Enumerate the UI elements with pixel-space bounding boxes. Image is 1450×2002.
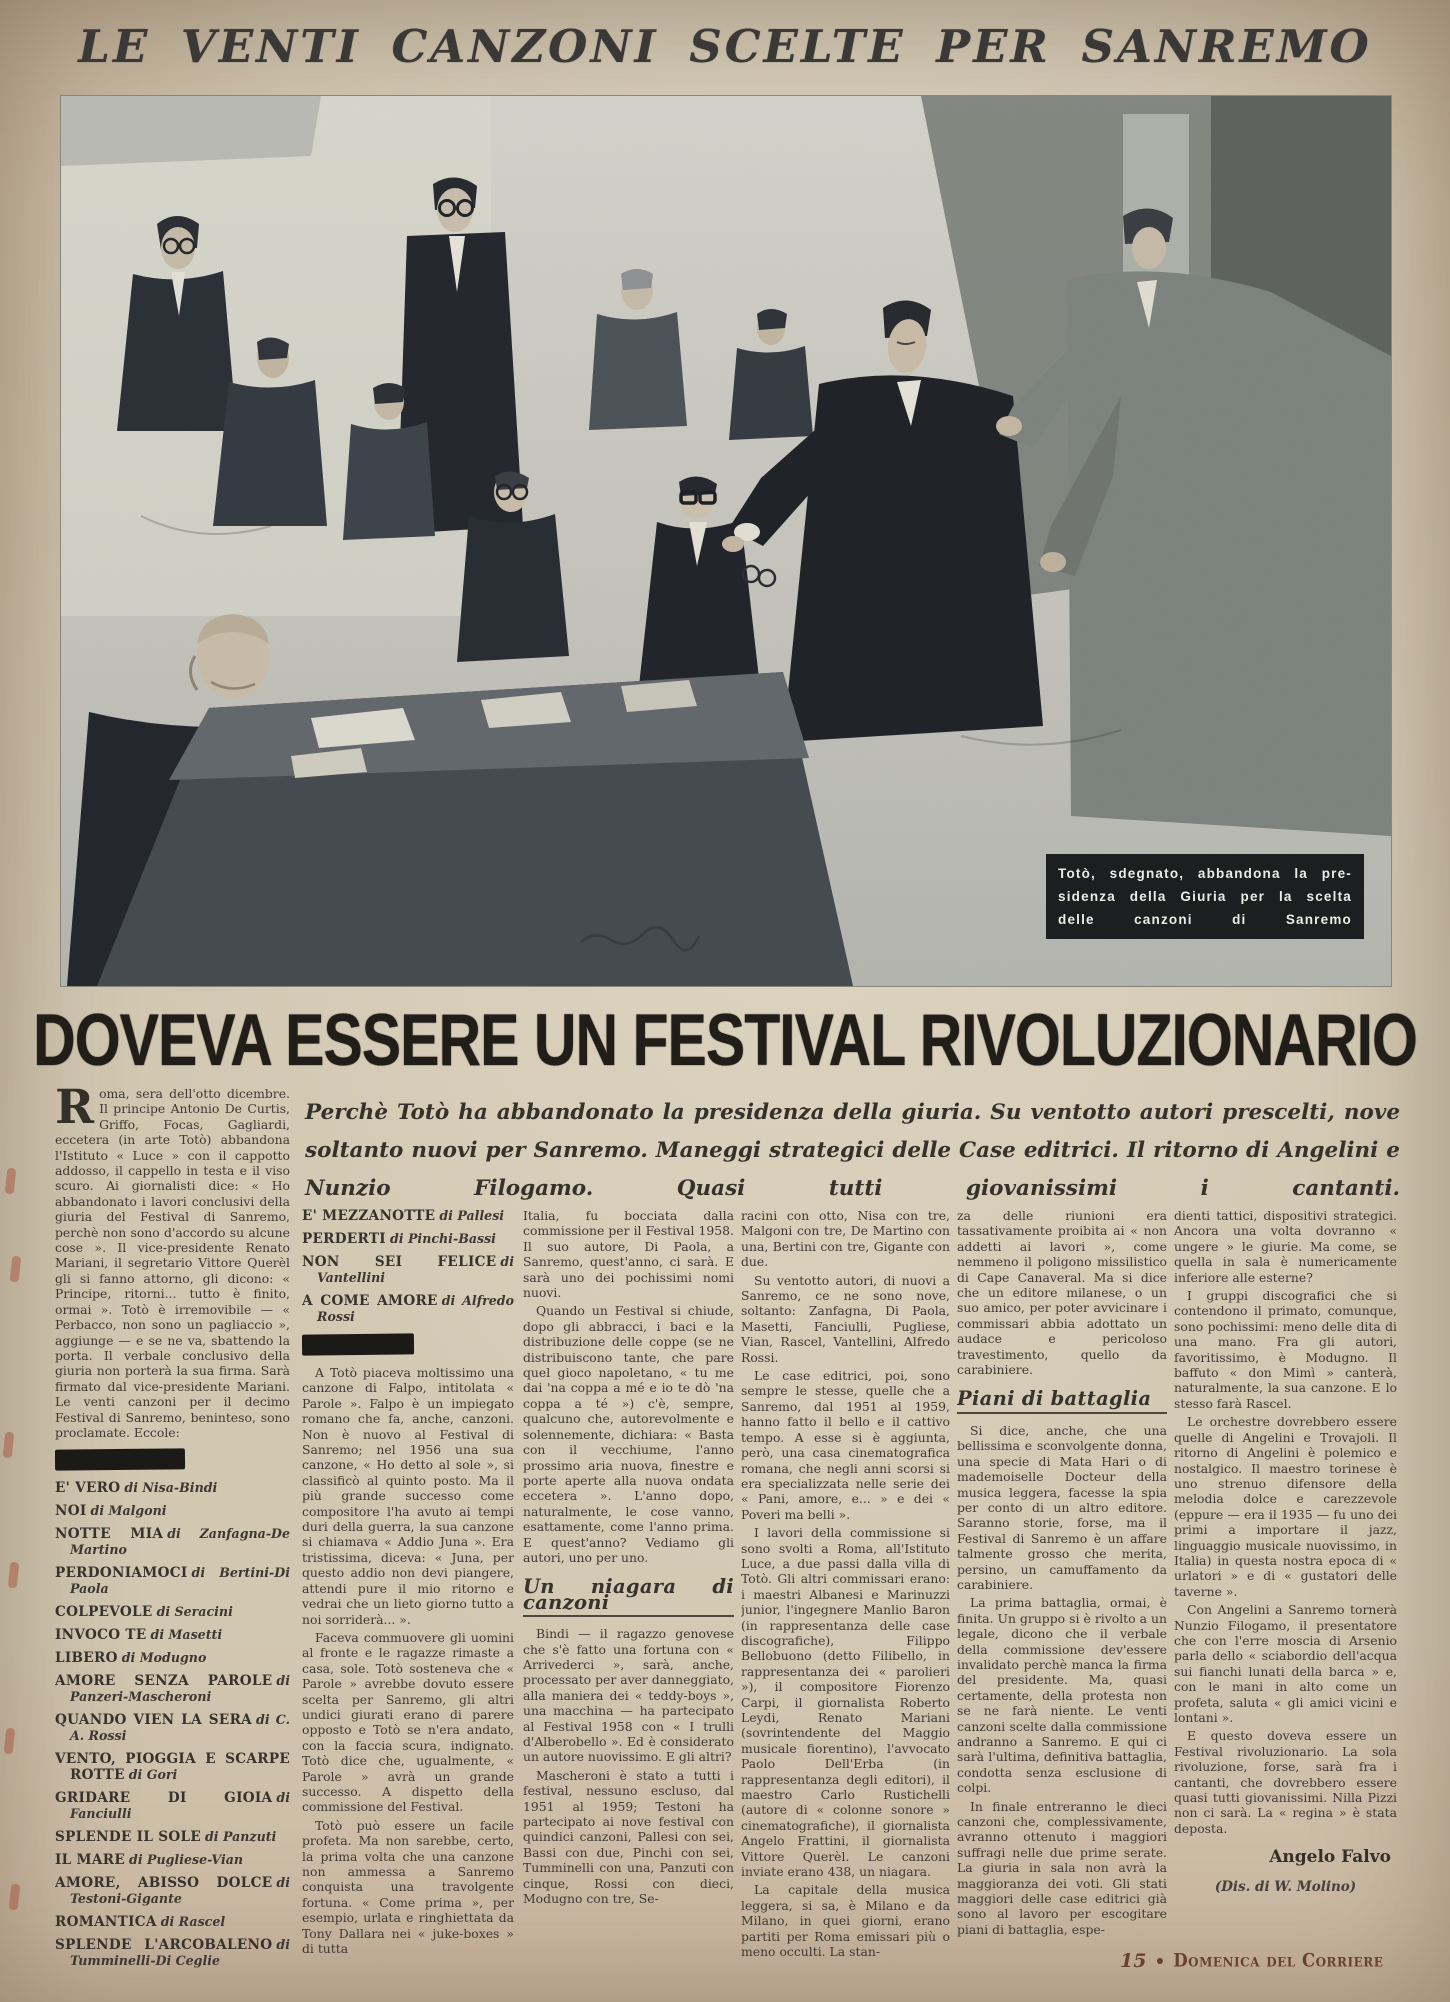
song-title: NON SEI FELICE xyxy=(302,1254,497,1270)
song-author: di Testoni-Gigante xyxy=(70,1875,290,1907)
song-author: di Malgoni xyxy=(90,1503,167,1519)
song-item xyxy=(55,1829,290,1845)
song-author: di Bertini-Di Paola xyxy=(70,1565,290,1597)
song-item xyxy=(55,1503,290,1519)
illustration-drawing xyxy=(61,96,1391,986)
body-paragraph: Con Angelini a Sanremo tornerà Nunzio Filogamo, il presentatore che con l'erre moscia di Arsenio parla dello « sciabordio dell'acqua sui fianchi lunati della barca » e, con le mani in alto come un profeta, saluta « gli amici vicini e lontani ». xyxy=(1174,1602,1397,1725)
song-item xyxy=(55,1751,290,1783)
song-author: di Alfredo Rossi xyxy=(317,1293,514,1324)
song-item xyxy=(55,1480,290,1496)
song-title: E' VERO xyxy=(55,1480,121,1497)
body-paragraph: Totò può essere un facile profeta. Ma non sarebbe, certo, la prima volta che una canzone non ammessa a Sanremo conquista una travolgente fortuna. « Come prima », per esempio, urlata e ringhiettata da Tony Dallara nei « juke-boxes » di tutta xyxy=(302,1817,514,1957)
song-item xyxy=(55,1650,290,1666)
song-list-1 xyxy=(55,1480,290,1969)
song-title: AMORE, ABISSO DOLCE xyxy=(55,1875,273,1892)
body-paragraph: In finale entreranno le dieci canzoni che, complessivamente, avranno ottenuto i maggiori suffragi nelle due prime serate. La giuria in sala non avrà la maggioranza dei voti. Gli stati maggiori delle case editrici già sono al lavoro per escogitare piani di battaglia, espe- xyxy=(957,1798,1167,1937)
column-3 xyxy=(523,1208,734,2000)
song-author: di Tumminelli-Di Ceglie xyxy=(70,1937,290,1969)
body-paragraph: Italia, fu bocciata dalla commissione per il Festival 1958. Il suo autore, Di Paola, a Sanremo, quest'anno, ci sarà. E sarà uno dei pochissimi nomi nuovi. xyxy=(523,1208,734,1301)
caption-line: sidenza della Giuria per la scelta xyxy=(1058,889,1352,904)
margin-mark xyxy=(8,1562,20,1589)
masthead-title: LE VENTI CANZONI SCELTE PER SANREMO xyxy=(78,20,1372,73)
song-title: COLPEVOLE xyxy=(55,1604,153,1621)
body-paragraph: za delle riunioni era tassativamente proibita ai « non addetti ai lavori », come nemmeno il poligono missilistico di Cape Canaveral. Ma si dice che un editore milanese, o un suo amico, per poter avvicinare i commissari abbia adottato un audace e pericoloso travestimento, quello da carabiniere. xyxy=(957,1208,1167,1378)
publication-logotype: Domenica del Corriere xyxy=(1173,1949,1384,1971)
song-author: di Masetti xyxy=(150,1627,223,1643)
margin-mark xyxy=(5,1168,17,1195)
body-paragraph: Faceva commuovere gli uomini al fronte e le ragazze rimaste a casa, sole. Totò sosteneva che « Parole » avrebbe dovuto essere scelta per Sanremo, gli altri undici giurati erano di parere opposto e Totò se n'era andato, con la faccia scura, indignato. Totò dice che, ugualmente, « Parole » avrà un grande successo. A dispetto della commissione del Festival. xyxy=(302,1629,514,1815)
song-title: QUANDO VIEN LA SERA xyxy=(55,1712,253,1729)
margin-mark xyxy=(3,1432,15,1459)
song-item xyxy=(55,1712,290,1744)
song-author: di Modugno xyxy=(121,1650,207,1666)
song-title: NOTTE MIA xyxy=(55,1526,164,1543)
song-list-2 xyxy=(302,1208,514,1325)
song-item xyxy=(55,1604,290,1620)
song-item xyxy=(302,1208,514,1224)
column-1 xyxy=(55,1086,290,1998)
body-paragraph: Bindi — il ragazzo genovese che s'è fatto una fortuna con « Arrivederci », sarà, anche, processato per aver danneggiato, alla maniera dei « teddy-boys », una macchina — ha partecipato al Festival 1958 con « I trulli d'Alberobello ». Ed è considerato un autore nuovissimo. E gli altri? xyxy=(523,1626,734,1765)
song-author: di Rascel xyxy=(160,1914,226,1930)
margin-mark xyxy=(9,1884,21,1911)
main-headline: DOVEVA ESSERE UN FESTIVAL RIVOLUZIONARIO xyxy=(33,999,1417,1081)
inked-redaction-bar xyxy=(55,1449,185,1471)
song-title: PERDERTI xyxy=(302,1231,386,1247)
song-title: AMORE SENZA PAROLE xyxy=(55,1673,273,1690)
song-item xyxy=(55,1937,290,1969)
body-paragraph: Si dice, anche, che una bellissima e sconvolgente donna, una specie di Mata Hari o di mademoiselle Docteur della musica leggera, facesse la spia per conto di un altro editore. Saranno storie, forse, ma il Festival di Sanremo è un affare talmente grosso che merita, persino, un camuffamento da carabiniere. xyxy=(957,1422,1167,1592)
song-title: GRIDARE DI GIOIA xyxy=(55,1790,273,1807)
song-author: di Panzuti xyxy=(205,1829,277,1845)
column-4 xyxy=(741,1208,950,2000)
song-title: SPLENDE L'ARCOBALENO xyxy=(55,1937,273,1954)
body-paragraph: racini con otto, Nisa con tre, Malgoni con tre, De Martino con una, Bertini con tre, Gigante con due. xyxy=(741,1208,950,1270)
body-paragraph: Su ventotto autori, di nuovi a Sanremo, ce ne sono nove, soltanto: Zanfagna, Di Paola, Masetti, Fanciulli, Pugliese, Vian, Rascel, Vantellini, Alfredo Rossi. xyxy=(741,1272,950,1365)
song-item xyxy=(55,1565,290,1597)
drop-cap: R xyxy=(55,1086,95,1135)
body-paragraph: Le case editrici, poi, sono sempre le stesse, quelle che a Sanremo, dal 1951 al 1959, hanno fatto il bello e il cattivo tempo. A esse si è aggiunta, però, una casa cinematografica romana, che negli anni scorsi si era specializzata nelle serie dei « Pani, amore, e... » e dei « Poveri ma belli ». xyxy=(741,1368,950,1522)
body-paragraph: Quando un Festival si chiude, dopo gli abbracci, i baci e la distribuzione delle coppe (se ne distribuiscono tante, che pare quel gioco napoletano, « tu me dai 'na coppa a mé e io te dò 'na coppa a té ») c'è, sempre, qualcuno che, autorevolmente e solennemente, dichiara: « Basta con il vecchiume, l'anno prossimo aria nuova, finestre e porte aperte alla nuova ondata eccetera ». L'anno dopo, naturalmente, le cose vanno, esattamente, come l'anno prima. E quest'anno? Vediamo gli autori, uno per uno. xyxy=(523,1303,734,1565)
song-author: di Pugliese-Vian xyxy=(129,1852,244,1868)
margin-mark xyxy=(10,1256,22,1283)
body-paragraph: Mascheroni è stato a tutti i festival, nessuno escluso, dal 1951 al 1959; Testoni ha partecipato ai nove festival con quindici canzoni, Pallesi con sei, Bassi con due, Pinchi con sei, Tumminelli con una, Panzuti con cinque, Rossi con dieci, Modugno con tre, Se- xyxy=(523,1767,734,1907)
body-paragraph: Le orchestre dovrebbero essere quelle di Angelini e Trovajoli. Il ritorno di Angelini è polemico e nostalgico. Il maestro torinese è uno strenuo difensore della melodia dolce e carezzevole (eppure — era il 1935 — fu uno dei primi a importare il jazz, linguaggio musicale nuovissimo, in Italia) in questa nostra epoca di « urlatori » e di « gustatori delle taverne ». xyxy=(1174,1414,1397,1599)
body-paragraph: La prima battaglia, ormai, è finita. Un gruppo si è rivolto a un legale, dicono che il verbale della commissione dev'essere invalidato perchè manca la firma del presidente. Ma, quasi certamente, della protesta non se ne farà niente. Le venti canzoni scelte dalla commissione andranno a Sanremo. E qui ci sarà l'ultima, definitiva battaglia, condotta senza esclusione di colpi. xyxy=(957,1595,1167,1796)
body-paragraph: La capitale della musica leggera, si sa, è Milano e da Milano, in quei giorni, erano partiti per Roma emissari più o meno occulti. La stan- xyxy=(741,1882,950,1960)
song-author: di C. A. Rossi xyxy=(70,1712,290,1744)
song-item xyxy=(55,1627,290,1643)
song-title: ROMANTICA xyxy=(55,1914,157,1931)
body-paragraph: dienti tattici, dispositivi strategici. Ancora una volta dovranno « ungere » le giurie. Ma come, se quella in sala è numericamente inferiore alle esterne? xyxy=(1174,1208,1397,1285)
song-item xyxy=(55,1790,290,1822)
body-paragraph: A Totò piaceva moltissimo una canzone di Falpo, intitolata « Parole ». Falpo è un impiegato romano che fa, anche, canzoni. Non è nuovo al Festival di Sanremo; nel 1956 una sua canzone, « Ho detto al sole », si classificò al quinto posto. Ma il più grande successo come compositore l'ha avuto ai tempi duri della guerra, la sua canzone si chiamava « Addio Juna ». Era tristissima, diceva: « Juna, per questo addio non devi piangere, attendi pure il mio ritorno e vedrai che un lieto giorno tutto a noi sorriderà... ». xyxy=(302,1365,514,1627)
song-item xyxy=(55,1526,290,1558)
body-paragraph: I lavori della commissione si sono svolti a Roma, all'Istituto Luce, a due passi dalla villa di Totò. Gli altri commissari erano: i maestri Albanesi e Marinuzzi junior, l'ingegnere Manlio Baron (in rappresentanza delle case discografiche), Filippo Bellobuono (detto Filibello, in rappresentanza dei « parolieri »), il compositore Fiorenzo Carpi, il giornalista Roberto Leydi, Renato Mariani (sovrintendente del Maggio musicale fiorentino), l'avvocato Paolo Dell'Erba (in rappresentanza degli editori), il maestro Carlo Rustichelli (autore di « colonne sonore » cinematografiche), il giornalista Angelo Frattini, il giornalista Vittore Querèl. Le canzoni inviate erano 438, un niagara. xyxy=(741,1525,950,1880)
song-item xyxy=(55,1914,290,1930)
song-item xyxy=(302,1231,514,1247)
song-author: di Pinchi-Bassi xyxy=(389,1231,496,1246)
body-paragraph: Roma, sera dell'otto dicembre. Il principe Antonio De Curtis, Griffo, Focas, Gagliardi, eccetera (in arte Totò) abbandona l'Istituto « Luce » con il cappotto addosso, il cappello in testa e il viso scuro. Ai giornalisti dice: « Ho abbandonato i lavori conclusivi della giuria del Festival di Sanremo, perchè non sono d'accordo su alcune cose ». Il vice-presidente Renato Mariani, il segretario Vittore Querèl gli si fanno attorno, gli dicono: « Principe, ritorni... tutto è finito, ormai ». Totò è irremovibile — « Perbacco, non sono un pagliaccio », aggiunge — e se ne va, sbattendo la porta. Il verbale conclusivo della giuria non porterà la sua firma. Sarà firmato dal vice-presidente Mariani. Le venti canzoni per il decimo Festival di Sanremo, beninteso, sono proclamate. Eccole: xyxy=(55,1086,290,1440)
subhead-battaglia: Piani di battaglia xyxy=(957,1385,1167,1413)
song-item xyxy=(302,1254,514,1286)
author-signature: Angelo Falvo xyxy=(1269,1847,1391,1868)
song-author: di Pallesi xyxy=(439,1208,505,1223)
song-author: di Nisa-Bindi xyxy=(124,1480,218,1496)
illustrator-credit: (Dis. di W. Molino) xyxy=(1214,1878,1357,1895)
song-author: di Zanfagna-De Martino xyxy=(70,1526,290,1558)
caption-line: Totò, sdegnato, abbandona la pre- xyxy=(1058,866,1352,881)
margin-mark xyxy=(4,1728,16,1755)
body-paragraph: I gruppi discografici che si contendono il primato, comunque, sono pochissimi: meno delle dita di una mano. Fra gli autori, favoritissimo, è Modugno. Il baffuto « don Mimì » canterà, naturalmente, la sua canzone. E lo stesso farà Rascel. xyxy=(1174,1288,1397,1411)
song-title: PERDONIAMOCI xyxy=(55,1565,188,1582)
song-title: E' MEZZANOTTE xyxy=(302,1208,436,1224)
footer-separator: • xyxy=(1154,1952,1166,1972)
song-title: A COME AMORE xyxy=(302,1293,438,1309)
song-author: di Panzeri-Mascheroni xyxy=(70,1673,290,1705)
body-paragraph: E questo doveva essere un Festival rivoluzionario. La sola rivoluzione, forse, sarà fra i cantanti, che dovrebbero essere quasi tutti giovanissimi. Nilla Pizzi non ci sarà. La « regina » è stata deposta. xyxy=(1174,1728,1397,1836)
song-author: di Seracini xyxy=(156,1604,233,1620)
column-6 xyxy=(1174,1208,1397,2000)
song-author: di Vantellini xyxy=(317,1254,514,1285)
subhead-niagara: Un niagara di canzoni xyxy=(523,1573,734,1617)
song-title: SPLENDE IL SOLE xyxy=(55,1829,201,1846)
song-title: IL MARE xyxy=(55,1852,126,1869)
column-5 xyxy=(957,1208,1167,2000)
song-item xyxy=(55,1852,290,1868)
page-number: 15 xyxy=(1120,1950,1147,1972)
song-title: NOI xyxy=(55,1503,87,1520)
page-footer xyxy=(1120,1950,1420,1972)
song-title: INVOCO TE xyxy=(55,1627,147,1644)
song-author: di Fanciulli xyxy=(70,1790,290,1822)
song-title: VENTO, PIOGGIA E SCARPE ROTTE xyxy=(55,1751,290,1784)
song-item xyxy=(55,1673,290,1705)
column-2 xyxy=(302,1208,514,2000)
song-item xyxy=(55,1875,290,1907)
intro-summary: Perchè Totò ha abbandonato la presidenza della giuria. Su ventotto autori prescelti, nove soltanto nuovi per Sanremo. Maneggi strategici delle Case editrici. Il ritorno di Angelini e Nunzio Filogamo. Quasi tutti giovanissimi i cantanti. xyxy=(305,1100,1400,1201)
song-title: LIBERO xyxy=(55,1650,118,1667)
song-author: di Gori xyxy=(128,1767,178,1783)
festival-jury-illustration xyxy=(60,95,1392,987)
caption-line: delle canzoni di Sanremo xyxy=(1058,912,1352,927)
illustration-caption xyxy=(1046,854,1364,939)
inked-redaction-bar xyxy=(302,1333,414,1355)
song-item xyxy=(302,1293,514,1325)
